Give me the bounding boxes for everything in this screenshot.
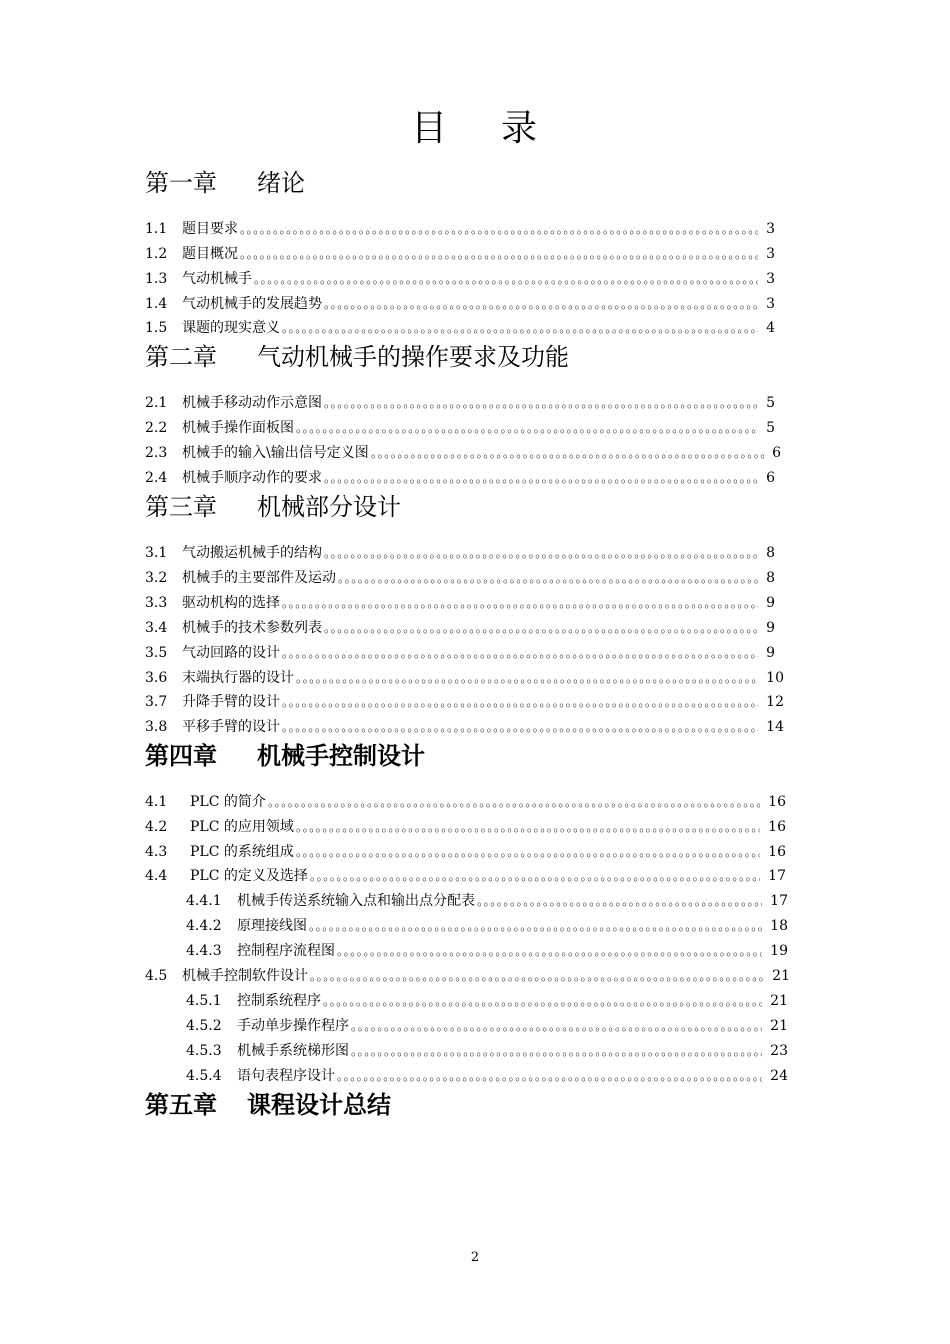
dot-leader [310,866,760,886]
toc-entry-page: 18 [770,918,788,934]
toc-entry[interactable] [145,717,784,737]
toc-entry-number: 3.7 [145,694,168,710]
toc-entry-page: 12 [766,694,784,710]
toc-entry-title: 机械手传送系统输入点和输出点分配表 [237,893,475,909]
toc-entry-number: 4.4.1 [186,893,222,909]
toc-entry-title: 气动机械手 [182,271,252,287]
toc-entry-title: 气动回路的设计 [182,645,280,661]
dot-leader [296,668,758,688]
toc-entry[interactable] [145,418,775,438]
dot-leader [282,643,758,663]
toc-entry[interactable] [145,568,775,588]
toc-entry-page: 21 [772,968,790,984]
chapter-label: 第五章 [145,1091,217,1119]
toc-entry-page: 16 [768,794,786,810]
toc-entry-number: 1.1 [145,221,168,237]
dot-leader [296,817,760,837]
toc-entry-page: 17 [768,868,786,884]
toc-entry-title: 气动搬运机械手的结构 [182,545,322,561]
toc-entry-title: 升降手臂的设计 [182,694,280,710]
toc-entry-number: 3.1 [145,545,168,561]
dot-leader [337,1066,762,1086]
dot-leader [282,593,758,613]
dot-leader [296,418,758,438]
toc-entry[interactable] [145,692,784,712]
dot-leader [282,318,758,338]
toc-entry-title: 控制程序流程图 [237,943,335,959]
toc-entry-title: PLC 的定义及选择 [190,868,308,884]
toc-entry-title: 机械手控制软件设计 [182,968,308,984]
toc-entry-number: 4.4.3 [186,943,222,959]
dot-leader [324,468,758,488]
toc-entry[interactable] [145,318,775,338]
toc-entry-title: PLC 的系统组成 [190,844,294,860]
toc-entry[interactable] [145,618,775,638]
chapter-label: 第二章 [145,343,217,371]
dot-leader [324,618,758,638]
toc-entry-page: 3 [766,221,775,237]
toc-entry[interactable] [186,1066,788,1086]
dot-leader [337,941,762,961]
toc-entry-number: 1.5 [145,320,168,336]
toc-entry-title: 机械手操作面板图 [182,420,294,436]
dot-leader [324,294,758,314]
toc-title [0,100,950,151]
dot-leader [282,717,758,737]
toc-entry-page: 9 [766,620,775,636]
toc-entry-title: 手动单步操作程序 [237,1018,349,1034]
toc-entry-number: 1.4 [145,296,168,312]
toc-entry-page: 17 [770,893,788,909]
toc-entry[interactable] [145,294,775,314]
dot-leader [477,891,762,911]
chapter-title: 绪论 [257,169,305,197]
toc-entry[interactable] [145,269,775,289]
toc-entry-page: 23 [770,1043,788,1059]
toc-entry-title: 题目要求 [182,221,238,237]
toc-entry-page: 8 [766,570,775,586]
toc-entry[interactable] [145,543,775,563]
toc-entry[interactable] [186,891,788,911]
chapter-heading-5[interactable] [145,1090,391,1120]
toc-entry-title: 原理接线图 [237,918,307,934]
toc-entry[interactable] [145,966,790,986]
toc-entry-number: 4.5.1 [186,993,222,1009]
toc-entry-title: 机械手顺序动作的要求 [182,470,322,486]
toc-entry-page: 24 [770,1068,788,1084]
toc-entry-number: 3.6 [145,670,168,686]
toc-entry-number: 3.8 [145,719,168,735]
toc-entry-title: 机械手的主要部件及运动 [182,570,336,586]
toc-entry[interactable] [145,443,781,463]
chapter-title: 课程设计总结 [247,1091,391,1119]
toc-entry-title: 机械手的技术参数列表 [182,620,322,636]
toc-entry[interactable] [145,219,775,239]
toc-entry[interactable] [145,842,786,862]
dot-leader [324,543,758,563]
toc-entry[interactable] [186,941,788,961]
page-number: 2 [470,1250,480,1265]
dot-leader [268,792,760,812]
toc-entry-number: 2.3 [145,445,168,461]
dot-leader [282,692,758,712]
toc-entry-number: 3.3 [145,595,168,611]
toc-entry-title: 机械手移动动作示意图 [182,395,322,411]
toc-entry[interactable] [145,643,775,663]
toc-entry-title: PLC 的应用领域 [190,819,294,835]
toc-title-char-1: 目 [410,108,449,149]
toc-entry-number: 4.5 [145,968,168,984]
dot-leader [324,393,758,413]
toc-entry-number: 4.5.3 [186,1043,222,1059]
toc-entry-number: 4.4 [145,868,168,884]
toc-entry-number: 4.1 [145,794,168,810]
chapter-title: 机械手控制设计 [257,742,425,770]
toc-entry[interactable] [186,916,788,936]
toc-entry[interactable] [145,668,784,688]
toc-entry-number: 4.4.2 [186,918,222,934]
toc-entry-title: PLC 的简介 [190,794,266,810]
toc-entry-page: 6 [766,470,775,486]
dot-leader [240,219,758,239]
toc-entry[interactable] [145,393,775,413]
dot-leader [351,1016,762,1036]
chapter-heading-4[interactable] [145,741,425,771]
chapter-title: 机械部分设计 [257,493,401,521]
toc-entry-title: 平移手臂的设计 [182,719,280,735]
toc-entry-number: 4.5.2 [186,1018,222,1034]
toc-entry-page: 9 [766,595,775,611]
toc-entry-page: 16 [768,819,786,835]
toc-entry[interactable] [186,991,788,1011]
toc-entry-page: 4 [766,320,775,336]
toc-entry-title: 机械手的输入\输出信号定义图 [182,445,369,461]
toc-entry-number: 3.4 [145,620,168,636]
toc-entry-page: 21 [770,993,788,1009]
toc-entry[interactable] [186,1016,788,1036]
toc-entry-number: 4.5.4 [186,1068,222,1084]
toc-entry-number: 4.2 [145,819,168,835]
toc-entry-page: 14 [766,719,784,735]
toc-entry[interactable] [145,817,786,837]
dot-leader [338,568,758,588]
toc-entry-title: 题目概况 [182,246,238,262]
toc-entry-page: 5 [766,420,775,436]
chapter-heading-3[interactable] [145,492,401,522]
toc-entry-page: 3 [766,246,775,262]
toc-entry-title: 语句表程序设计 [237,1068,335,1084]
dot-leader [309,916,762,936]
toc-entry-page: 10 [766,670,784,686]
dot-leader [351,1041,762,1061]
toc-entry-number: 2.4 [145,470,168,486]
toc-entry-page: 3 [766,271,775,287]
toc-entry-page: 21 [770,1018,788,1034]
toc-entry[interactable] [145,468,775,488]
toc-entry-page: 9 [766,645,775,661]
toc-entry-page: 5 [766,395,775,411]
dot-leader [371,443,764,463]
toc-entry-page: 8 [766,545,775,561]
chapter-heading-2[interactable] [145,342,569,372]
toc-entry-title: 末端执行器的设计 [182,670,294,686]
toc-entry-page: 19 [770,943,788,959]
toc-entry[interactable] [145,593,775,613]
toc-entry-title: 驱动机构的选择 [182,595,280,611]
chapter-label: 第三章 [145,493,217,521]
toc-entry-title: 控制系统程序 [237,993,321,1009]
toc-entry-page: 3 [766,296,775,312]
dot-leader [310,966,764,986]
chapter-label: 第四章 [145,742,217,770]
toc-entry-number: 2.2 [145,420,168,436]
toc-entry-page: 16 [768,844,786,860]
toc-entry-number: 1.3 [145,271,168,287]
toc-entry-title: 课题的现实意义 [182,320,280,336]
toc-title-char-2: 录 [501,108,540,149]
chapter-label: 第一章 [145,169,217,197]
toc-entry-number: 1.2 [145,246,168,262]
toc-entry[interactable] [186,1041,788,1061]
toc-entry-number: 3.5 [145,645,168,661]
dot-leader [296,842,760,862]
chapter-title: 气动机械手的操作要求及功能 [257,343,569,371]
toc-entry-number: 3.2 [145,570,168,586]
toc-entry-number: 4.3 [145,844,168,860]
dot-leader [323,991,762,1011]
toc-entry-title: 机械手系统梯形图 [237,1043,349,1059]
dot-leader [240,244,758,264]
chapter-heading-1[interactable] [145,168,305,198]
toc-entry[interactable] [145,866,786,886]
toc-entry[interactable] [145,244,775,264]
toc-entry[interactable] [145,792,786,812]
toc-entry-page: 6 [772,445,781,461]
dot-leader [254,269,758,289]
toc-entry-title: 气动机械手的发展趋势 [182,296,322,312]
toc-entry-number: 2.1 [145,395,168,411]
